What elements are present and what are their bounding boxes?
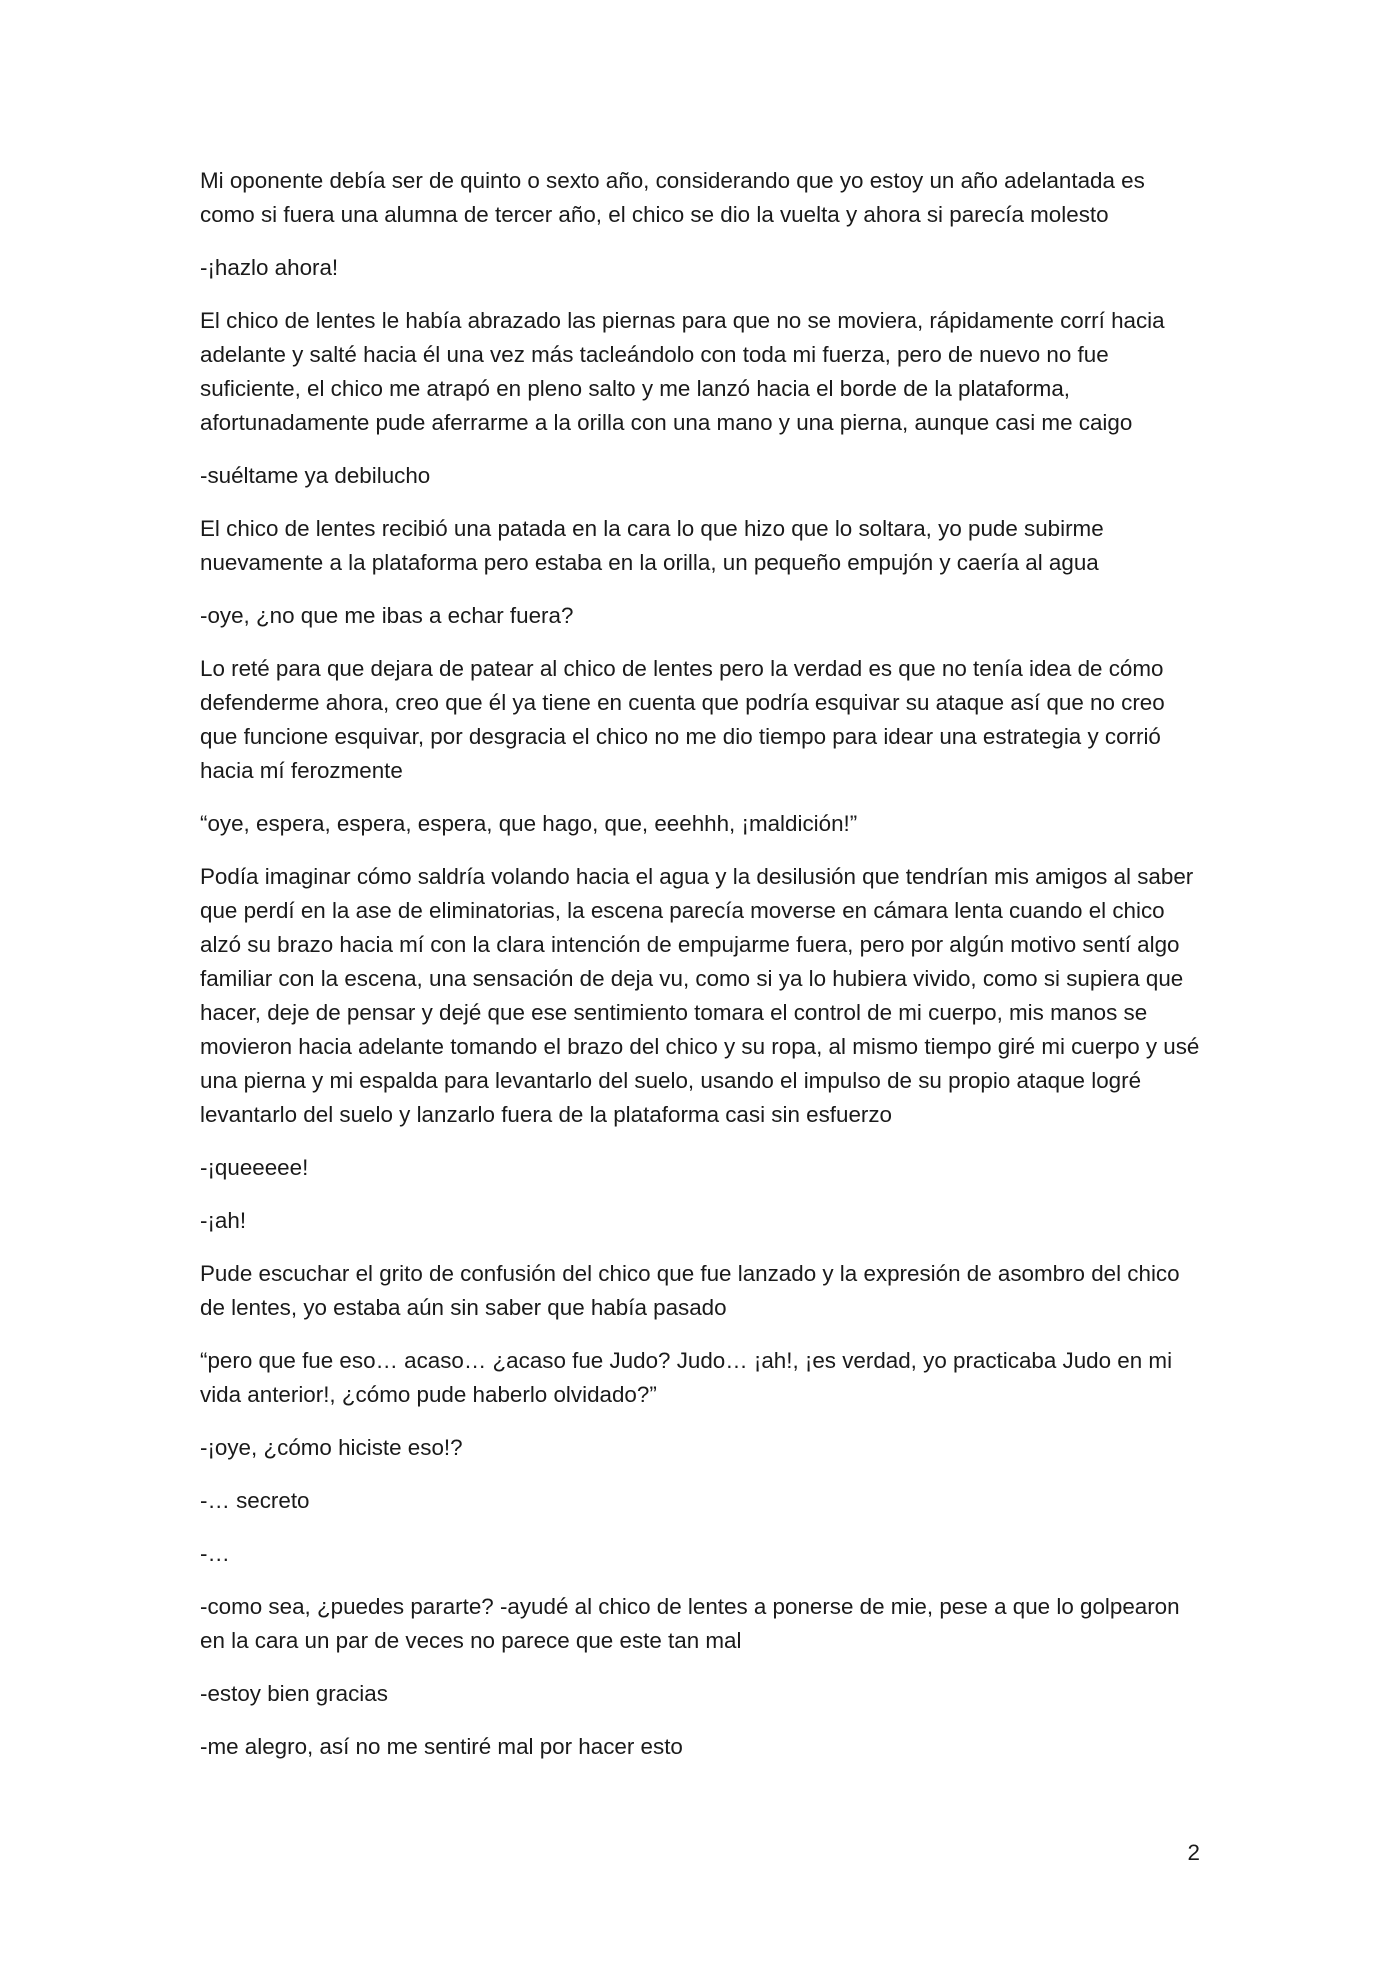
paragraph: Pude escuchar el grito de confusión del chico que fue lanzado y la expresión de asombro del chico de lentes, yo estaba aún sin saber que había pasado [200, 1261, 1180, 1320]
paragraph: Lo reté para que dejara de patear al chico de lentes pero la verdad es que no tenía idea de cómo defenderme ahora, creo que él ya tiene en cuenta que podría esquivar su ataque así que no creo que funcione esquivar, por desgracia el chico no me dio tiempo para idear una estrategia y corrió hacia mí ferozmente [200, 656, 1165, 783]
dialogue-line: -¡hazlo ahora! [200, 255, 339, 280]
dialogue-line: -… secreto [200, 1488, 310, 1513]
document-body [200, 164, 1205, 1783]
dialogue-line: -estoy bien gracias [200, 1681, 388, 1706]
dialogue-line: -… [200, 1541, 230, 1566]
dialogue-line: -oye, ¿no que me ibas a echar fuera? [200, 603, 574, 628]
dialogue-line: -como sea, ¿puedes pararte? -ayudé al chico de lentes a ponerse de mie, pese a que lo golpearon en la cara un par de veces no parece que este tan mal [200, 1594, 1180, 1653]
page-number: 2 [1187, 1840, 1200, 1865]
dialogue-line: -suéltame ya debilucho [200, 463, 431, 488]
thought-line: “oye, espera, espera, espera, que hago, que, eeehhh, ¡maldición!” [200, 811, 858, 836]
thought-line: “pero que fue eso… acaso… ¿acaso fue Judo? Judo… ¡ah!, ¡es verdad, yo practicaba Judo en mi vida anterior!, ¿cómo pude haberlo olvidado?” [200, 1348, 1173, 1407]
dialogue-line: -¡ah! [200, 1208, 247, 1233]
paragraph: El chico de lentes le había abrazado las piernas para que no se moviera, rápidamente corrí hacia adelante y salté hacia él una vez más tacleándolo con toda mi fuerza, pero de nuevo no fue suficiente, el chico me atrapó en pleno salto y me lanzó hacia el borde de la plataforma, afortunadamente pude aferrarme a la orilla con una mano y una pierna, aunque casi me caigo [200, 308, 1165, 435]
dialogue-line: -me alegro, así no me sentiré mal por hacer esto [200, 1734, 683, 1759]
paragraph: El chico de lentes recibió una patada en la cara lo que hizo que lo soltara, yo pude subirme nuevamente a la plataforma pero estaba en la orilla, un pequeño empujón y caería al agua [200, 516, 1104, 575]
paragraph: Mi oponente debía ser de quinto o sexto año, considerando que yo estoy un año adelantada es como si fuera una alumna de tercer año, el chico se dio la vuelta y ahora si parecía molesto [200, 168, 1145, 227]
dialogue-line: -¡oye, ¿cómo hiciste eso!? [200, 1435, 463, 1460]
dialogue-line: -¡queeeee! [200, 1155, 309, 1180]
paragraph: Podía imaginar cómo saldría volando hacia el agua y la desilusión que tendrían mis amigos al saber que perdí en la ase de eliminatorias, la escena parecía moverse en cámara lenta cuando el chico alzó su brazo hacia mí con la clara intención de empujarme fuera, pero por algún motivo sentí algo familiar con la escena, una sensación de deja vu, como si ya lo hubiera vivido, como si supiera que hacer, deje de pensar y dejé que ese sentimiento tomara el control de mi cuerpo, mis manos se movieron hacia adelante tomando el brazo del chico y su ropa, al mismo tiempo giré mi cuerpo y usé una pierna y mi espalda para levantarlo del suelo, usando el impulso de su propio ataque logré levantarlo del suelo y lanzarlo fuera de la plataforma casi sin esfuerzo [200, 864, 1200, 1127]
